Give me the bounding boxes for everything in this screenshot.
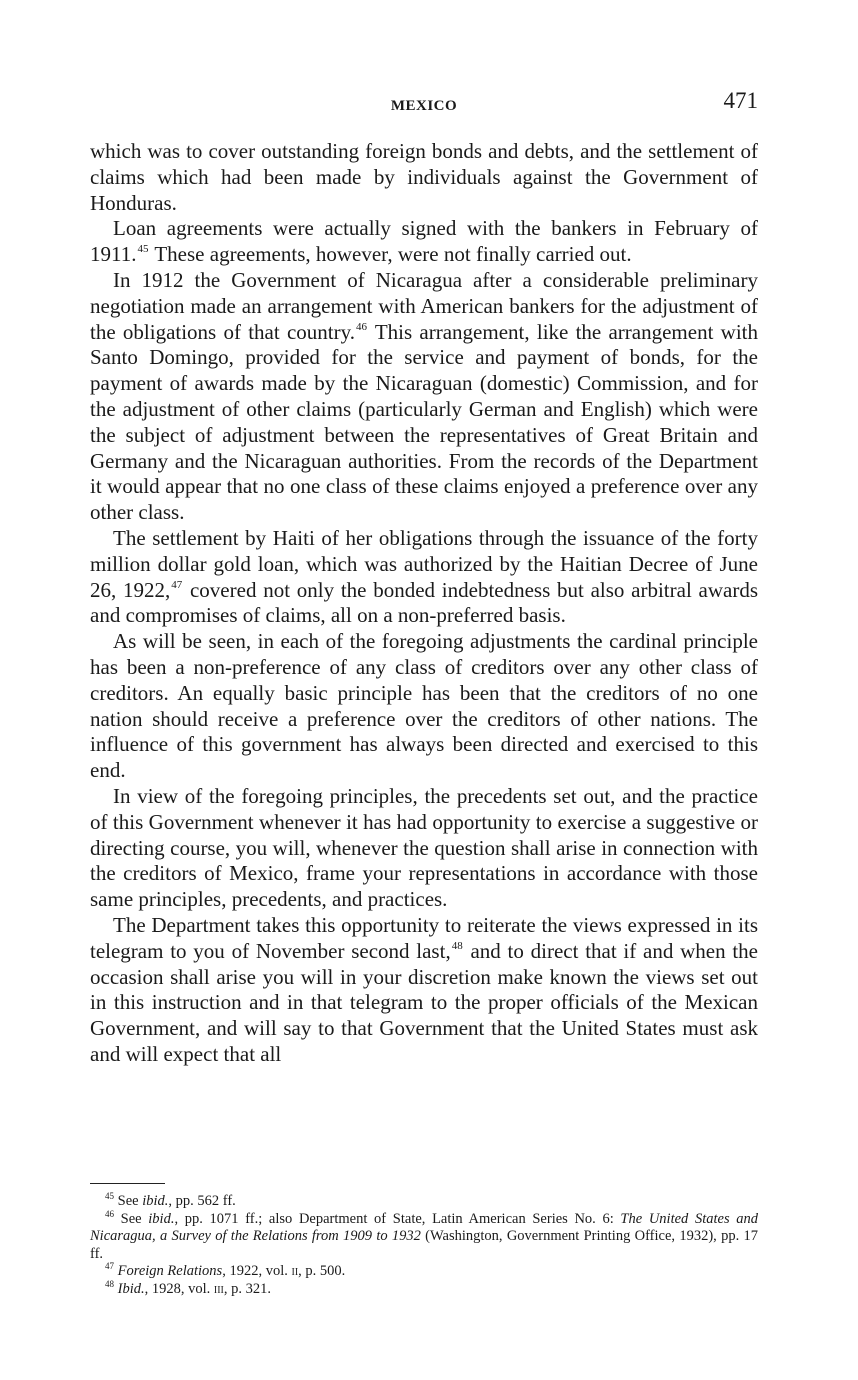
footnote-text: , p. 500. [298, 1263, 346, 1279]
footnote-ibid: ibid. [142, 1193, 169, 1209]
footnote-volume: ii [291, 1263, 299, 1279]
paragraph-text: which was to cover outstanding foreign bonds and debts, and the settlement of claims which had been made by individuals against the Government of Honduras. [90, 139, 758, 215]
footnote-number: 46 [105, 1208, 114, 1219]
footnote-text: (Washington, Government Printing Office, 1932), pp. 17 ff. [90, 1228, 758, 1262]
paragraph-text: The settlement by Haiti of her obligations through the issuance of the forty million dollar gold loan, which was authorized by the Haitian Decree of June 26, 1922, [90, 525, 758, 602]
footnote-46 [90, 1208, 759, 1264]
footnote-text: , pp. 1071 ff.; also Department of State, Latin American Series No. 6: [174, 1210, 621, 1227]
footnote-title: The United States and Nicaragua, a Survey of the Relations from 1909 to 1932 [90, 1210, 759, 1244]
paragraph-department [90, 913, 758, 1068]
footnote-ref-45: 45 [137, 243, 149, 256]
footnote-ref-47: 47 [171, 578, 183, 591]
paragraph-loan-agreements [90, 216, 758, 268]
footnote-text: See [117, 1193, 143, 1209]
paragraph-text: These agreements, however, were not finally carried out. [149, 242, 632, 267]
footnote-text: , 1922, vol. [222, 1263, 292, 1279]
page-number: 471 [723, 88, 758, 113]
footnote-ref-48: 48 [451, 939, 463, 952]
footnote-text: , 1928, vol. [144, 1280, 214, 1297]
footnote-title: Foreign Relations [117, 1263, 223, 1279]
paragraph-text: This arrangement, like the arrangement with Santo Domingo, provided for the service and payment of bonds, for the payment of awards made by the Nicaraguan (domestic) Commission, and for the adjustment of other claims (particularly German and English) which were the subject of adjustment between the representatives of Great Britain and Germany and the Nicaraguan authorities. From the records of the Department it would appear that no one class of these claims enjoyed a preference over any other class. [90, 319, 758, 525]
paragraph-text: In 1912 the Government of Nicaragua after a considerable preliminary negotiation made an arrangement with American bankers for the adjustment of the obligations of that country. [90, 267, 758, 344]
footnote-ref-46: 46 [355, 320, 367, 333]
footnotes [90, 1193, 758, 1298]
footnote-number: 48 [105, 1278, 114, 1289]
paragraph-text: covered not only the bonded indebtedness but also arbitral awards and compromises of claims, all on a non-preferred basis. [90, 577, 759, 628]
paragraph-text: In view of the foregoing principles, the precedents set out, and the practice of this Government whenever it has had opportunity to exercise a suggestive or directing course, you will, whenever the question shall arise in connection with the creditors of Mexico, frame your representations in accordance with those same principles, precedents, and practices. [90, 783, 758, 912]
footnote-number: 47 [105, 1261, 114, 1271]
footnote-45 [90, 1193, 758, 1211]
footnote-divider [90, 1183, 165, 1184]
paragraph-text: As will be seen, in each of the foregoing adjustments the cardinal principle has been a non-preference of any class of creditors over any other class of creditors. An equally basic principle has been that the creditors of no one nation should receive a preference over the creditors of other nations. The influence of this government has always been directed and exercised to this end. [90, 629, 758, 783]
footnote-text: , p. 321. [223, 1280, 272, 1297]
paragraph-principle [90, 629, 758, 784]
footnote-ibid: Ibid. [117, 1280, 145, 1297]
footnote-number: 45 [105, 1191, 114, 1201]
footnote-48 [90, 1278, 758, 1299]
paragraph-nicaragua [90, 268, 758, 526]
footnote-text: , pp. 562 ff. [168, 1193, 236, 1209]
paragraph-continued [90, 139, 758, 216]
footnote-volume: iii [213, 1280, 224, 1297]
paragraph-haiti [90, 526, 758, 629]
footnote-47 [90, 1263, 758, 1281]
body-text [90, 139, 758, 1068]
page-header [90, 88, 758, 122]
paragraph-text: and to direct that if and when the occasion shall arise you will in your discretion make known the views set out in this instruction and in that telegram to the proper officials of the Mexican Government, and will say to that Government that the United States must ask and will expect that all [90, 938, 758, 1066]
footnote-ibid: ibid. [148, 1210, 175, 1227]
running-head: MEXICO [390, 98, 458, 114]
paragraph-foregoing [90, 784, 758, 913]
paragraph-text: Loan agreements were actually signed with the bankers in February of 1911. [90, 216, 758, 267]
footnote-text: See [120, 1210, 149, 1227]
paragraph-text: The Department takes this opportunity to reiterate the views expressed in its telegram to you of November second last, [90, 912, 758, 963]
